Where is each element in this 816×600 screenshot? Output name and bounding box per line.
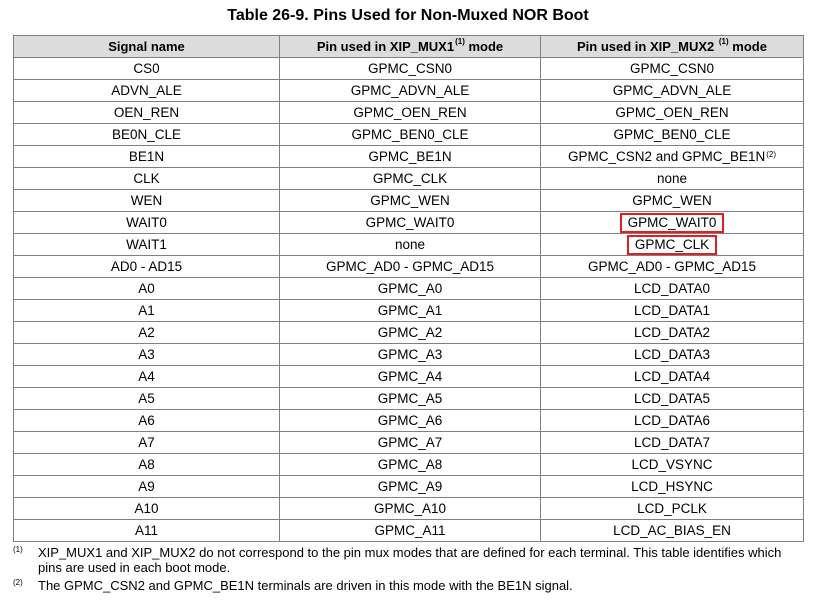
table-row [14, 410, 804, 432]
cell-xip-mux1-pin: GPMC_A8 [280, 454, 541, 476]
header-mux2-suffix: mode [728, 39, 767, 54]
cell-signal-name: A0 [14, 278, 280, 300]
header-signal-name: Signal name [14, 36, 280, 58]
table-row [14, 388, 804, 410]
cell-xip-mux2-pin [541, 212, 804, 234]
table-row [14, 344, 804, 366]
table-title: Table 26-9. Pins Used for Non-Muxed NOR Boot [227, 7, 589, 24]
cell-signal-name: AD0 - AD15 [14, 256, 280, 278]
cell-signal-name: WAIT1 [14, 234, 280, 256]
pin-value: LCD_DATA3 [633, 346, 711, 362]
table-row [14, 278, 804, 300]
pin-value: GPMC_CSN0 [629, 60, 715, 76]
table-row [14, 124, 804, 146]
cell-xip-mux2-pin [541, 80, 804, 102]
cell-xip-mux1-pin: GPMC_WAIT0 [280, 212, 541, 234]
pin-value: GPMC_ADVN_ALE [612, 82, 732, 98]
table-row [14, 190, 804, 212]
cell-xip-mux1-pin: GPMC_A9 [280, 476, 541, 498]
pin-value: LCD_DATA7 [633, 434, 711, 450]
cell-xip-mux1-pin: GPMC_A7 [280, 432, 541, 454]
table-row [14, 432, 804, 454]
pin-value: GPMC_CSN2 and GPMC_BE1N [567, 148, 766, 164]
table-row [14, 300, 804, 322]
cell-xip-mux2-pin [541, 146, 804, 168]
table-row [14, 454, 804, 476]
cell-xip-mux1-pin: GPMC_OEN_REN [280, 102, 541, 124]
header-mux1-text: Pin used in XIP_MUX1 [316, 39, 455, 54]
cell-xip-mux1-pin: GPMC_A2 [280, 322, 541, 344]
table-row [14, 168, 804, 190]
footnote-1 [13, 545, 793, 575]
cell-signal-name: BE0N_CLE [14, 124, 280, 146]
header-mux2-text: Pin used in XIP_MUX2 [577, 39, 718, 54]
table-row [14, 58, 804, 80]
cell-xip-mux2-pin [541, 454, 804, 476]
table-body [14, 58, 804, 542]
cell-signal-name: WAIT0 [14, 212, 280, 234]
pin-value: LCD_DATA2 [633, 324, 711, 340]
cell-signal-name: A5 [14, 388, 280, 410]
pin-value: LCD_PCLK [637, 500, 707, 516]
header-mux2-footnote-ref: (1) [718, 37, 729, 46]
header-xip-mux2 [541, 36, 804, 58]
header-xip-mux1 [280, 36, 541, 58]
cell-xip-mux2-pin [541, 344, 804, 366]
highlighted-pin-value: GPMC_CLK [627, 235, 717, 255]
cell-xip-mux2-pin [541, 256, 804, 278]
cell-xip-mux1-pin: GPMC_A3 [280, 344, 541, 366]
table-row [14, 146, 804, 168]
cell-signal-name: A10 [14, 498, 280, 520]
cell-xip-mux1-pin: GPMC_A10 [280, 498, 541, 520]
table-row [14, 102, 804, 124]
pin-value: LCD_HSYNC [631, 478, 713, 494]
cell-signal-name: CS0 [14, 58, 280, 80]
table-row [14, 322, 804, 344]
pin-value: LCD_DATA5 [633, 390, 711, 406]
header-mux1-suffix: mode [464, 39, 504, 54]
cell-xip-mux1-pin: GPMC_A5 [280, 388, 541, 410]
cell-signal-name: A11 [14, 520, 280, 542]
cell-xip-mux1-pin: GPMC_A1 [280, 300, 541, 322]
cell-xip-mux2-pin [541, 168, 804, 190]
cell-signal-name: OEN_REN [14, 102, 280, 124]
table-header [14, 36, 804, 58]
cell-xip-mux2-pin [541, 520, 804, 542]
cell-signal-name: A2 [14, 322, 280, 344]
cell-xip-mux2-pin [541, 322, 804, 344]
table-row [14, 476, 804, 498]
cell-xip-mux1-pin: GPMC_CLK [280, 168, 541, 190]
cell-signal-name: ADVN_ALE [14, 80, 280, 102]
cell-xip-mux2-pin [541, 234, 804, 256]
cell-signal-name: A7 [14, 432, 280, 454]
cell-xip-mux2-pin [541, 476, 804, 498]
cell-xip-mux2-pin [541, 498, 804, 520]
cell-xip-mux1-pin: GPMC_ADVN_ALE [280, 80, 541, 102]
footnote-2-text: The GPMC_CSN2 and GPMC_BE1N terminals are driven in this mode with the BE1N signal. [38, 578, 573, 593]
cell-xip-mux2-pin [541, 102, 804, 124]
table-row [14, 234, 804, 256]
pin-value: LCD_DATA6 [633, 412, 711, 428]
table-row [14, 80, 804, 102]
cell-xip-mux1-pin: GPMC_AD0 - GPMC_AD15 [280, 256, 541, 278]
header-row [14, 36, 804, 58]
footnote-2 [13, 578, 793, 593]
pin-value: GPMC_OEN_REN [615, 104, 729, 120]
pin-value: LCD_DATA4 [633, 368, 711, 384]
pin-value: LCD_DATA0 [633, 280, 711, 296]
cell-xip-mux1-pin: GPMC_CSN0 [280, 58, 541, 80]
pin-value: none [656, 170, 688, 186]
footnote-1-text: XIP_MUX1 and XIP_MUX2 do not correspond to the pin mux modes that are defined for each terminal. This table identifies which pins are used in each boot mode. [38, 545, 782, 575]
cell-signal-name: A6 [14, 410, 280, 432]
footnote-1-marker: (1) [13, 545, 23, 554]
cell-signal-name: CLK [14, 168, 280, 190]
header-mux1-footnote-ref: (1) [455, 37, 465, 46]
cell-xip-mux2-pin [541, 190, 804, 212]
pin-value: GPMC_BEN0_CLE [613, 126, 731, 142]
cell-signal-name: A4 [14, 366, 280, 388]
cell-xip-mux2-pin [541, 58, 804, 80]
pin-value: GPMC_AD0 - GPMC_AD15 [587, 258, 757, 274]
highlighted-pin-value: GPMC_WAIT0 [620, 213, 725, 233]
pin-value: LCD_VSYNC [631, 456, 713, 472]
cell-xip-mux2-pin [541, 432, 804, 454]
cell-xip-mux1-pin: GPMC_BEN0_CLE [280, 124, 541, 146]
pin-value: LCD_DATA1 [633, 302, 711, 318]
cell-xip-mux2-pin [541, 300, 804, 322]
cell-signal-name: A1 [14, 300, 280, 322]
pin-value: LCD_AC_BIAS_EN [613, 522, 731, 538]
table-row [14, 520, 804, 542]
cell-signal-name: A3 [14, 344, 280, 366]
cell-xip-mux2-pin [541, 388, 804, 410]
cell-xip-mux1-pin: GPMC_A0 [280, 278, 541, 300]
footnote-ref: (2) [766, 149, 777, 159]
cell-xip-mux1-pin: GPMC_A4 [280, 366, 541, 388]
cell-xip-mux2-pin [541, 366, 804, 388]
cell-xip-mux2-pin [541, 278, 804, 300]
pin-value: GPMC_WEN [632, 192, 712, 208]
pins-table [13, 35, 804, 542]
cell-xip-mux1-pin: GPMC_BE1N [280, 146, 541, 168]
cell-xip-mux1-pin: none [280, 234, 541, 256]
cell-xip-mux1-pin: GPMC_A6 [280, 410, 541, 432]
cell-xip-mux2-pin [541, 124, 804, 146]
table-row [14, 256, 804, 278]
cell-signal-name: BE1N [14, 146, 280, 168]
cell-xip-mux1-pin: GPMC_WEN [280, 190, 541, 212]
footnote-2-marker: (2) [13, 578, 23, 587]
cell-signal-name: A8 [14, 454, 280, 476]
cell-signal-name: A9 [14, 476, 280, 498]
table-row [14, 498, 804, 520]
cell-xip-mux1-pin: GPMC_A11 [280, 520, 541, 542]
cell-xip-mux2-pin [541, 410, 804, 432]
table-row [14, 366, 804, 388]
cell-signal-name: WEN [14, 190, 280, 212]
table-row [14, 212, 804, 234]
